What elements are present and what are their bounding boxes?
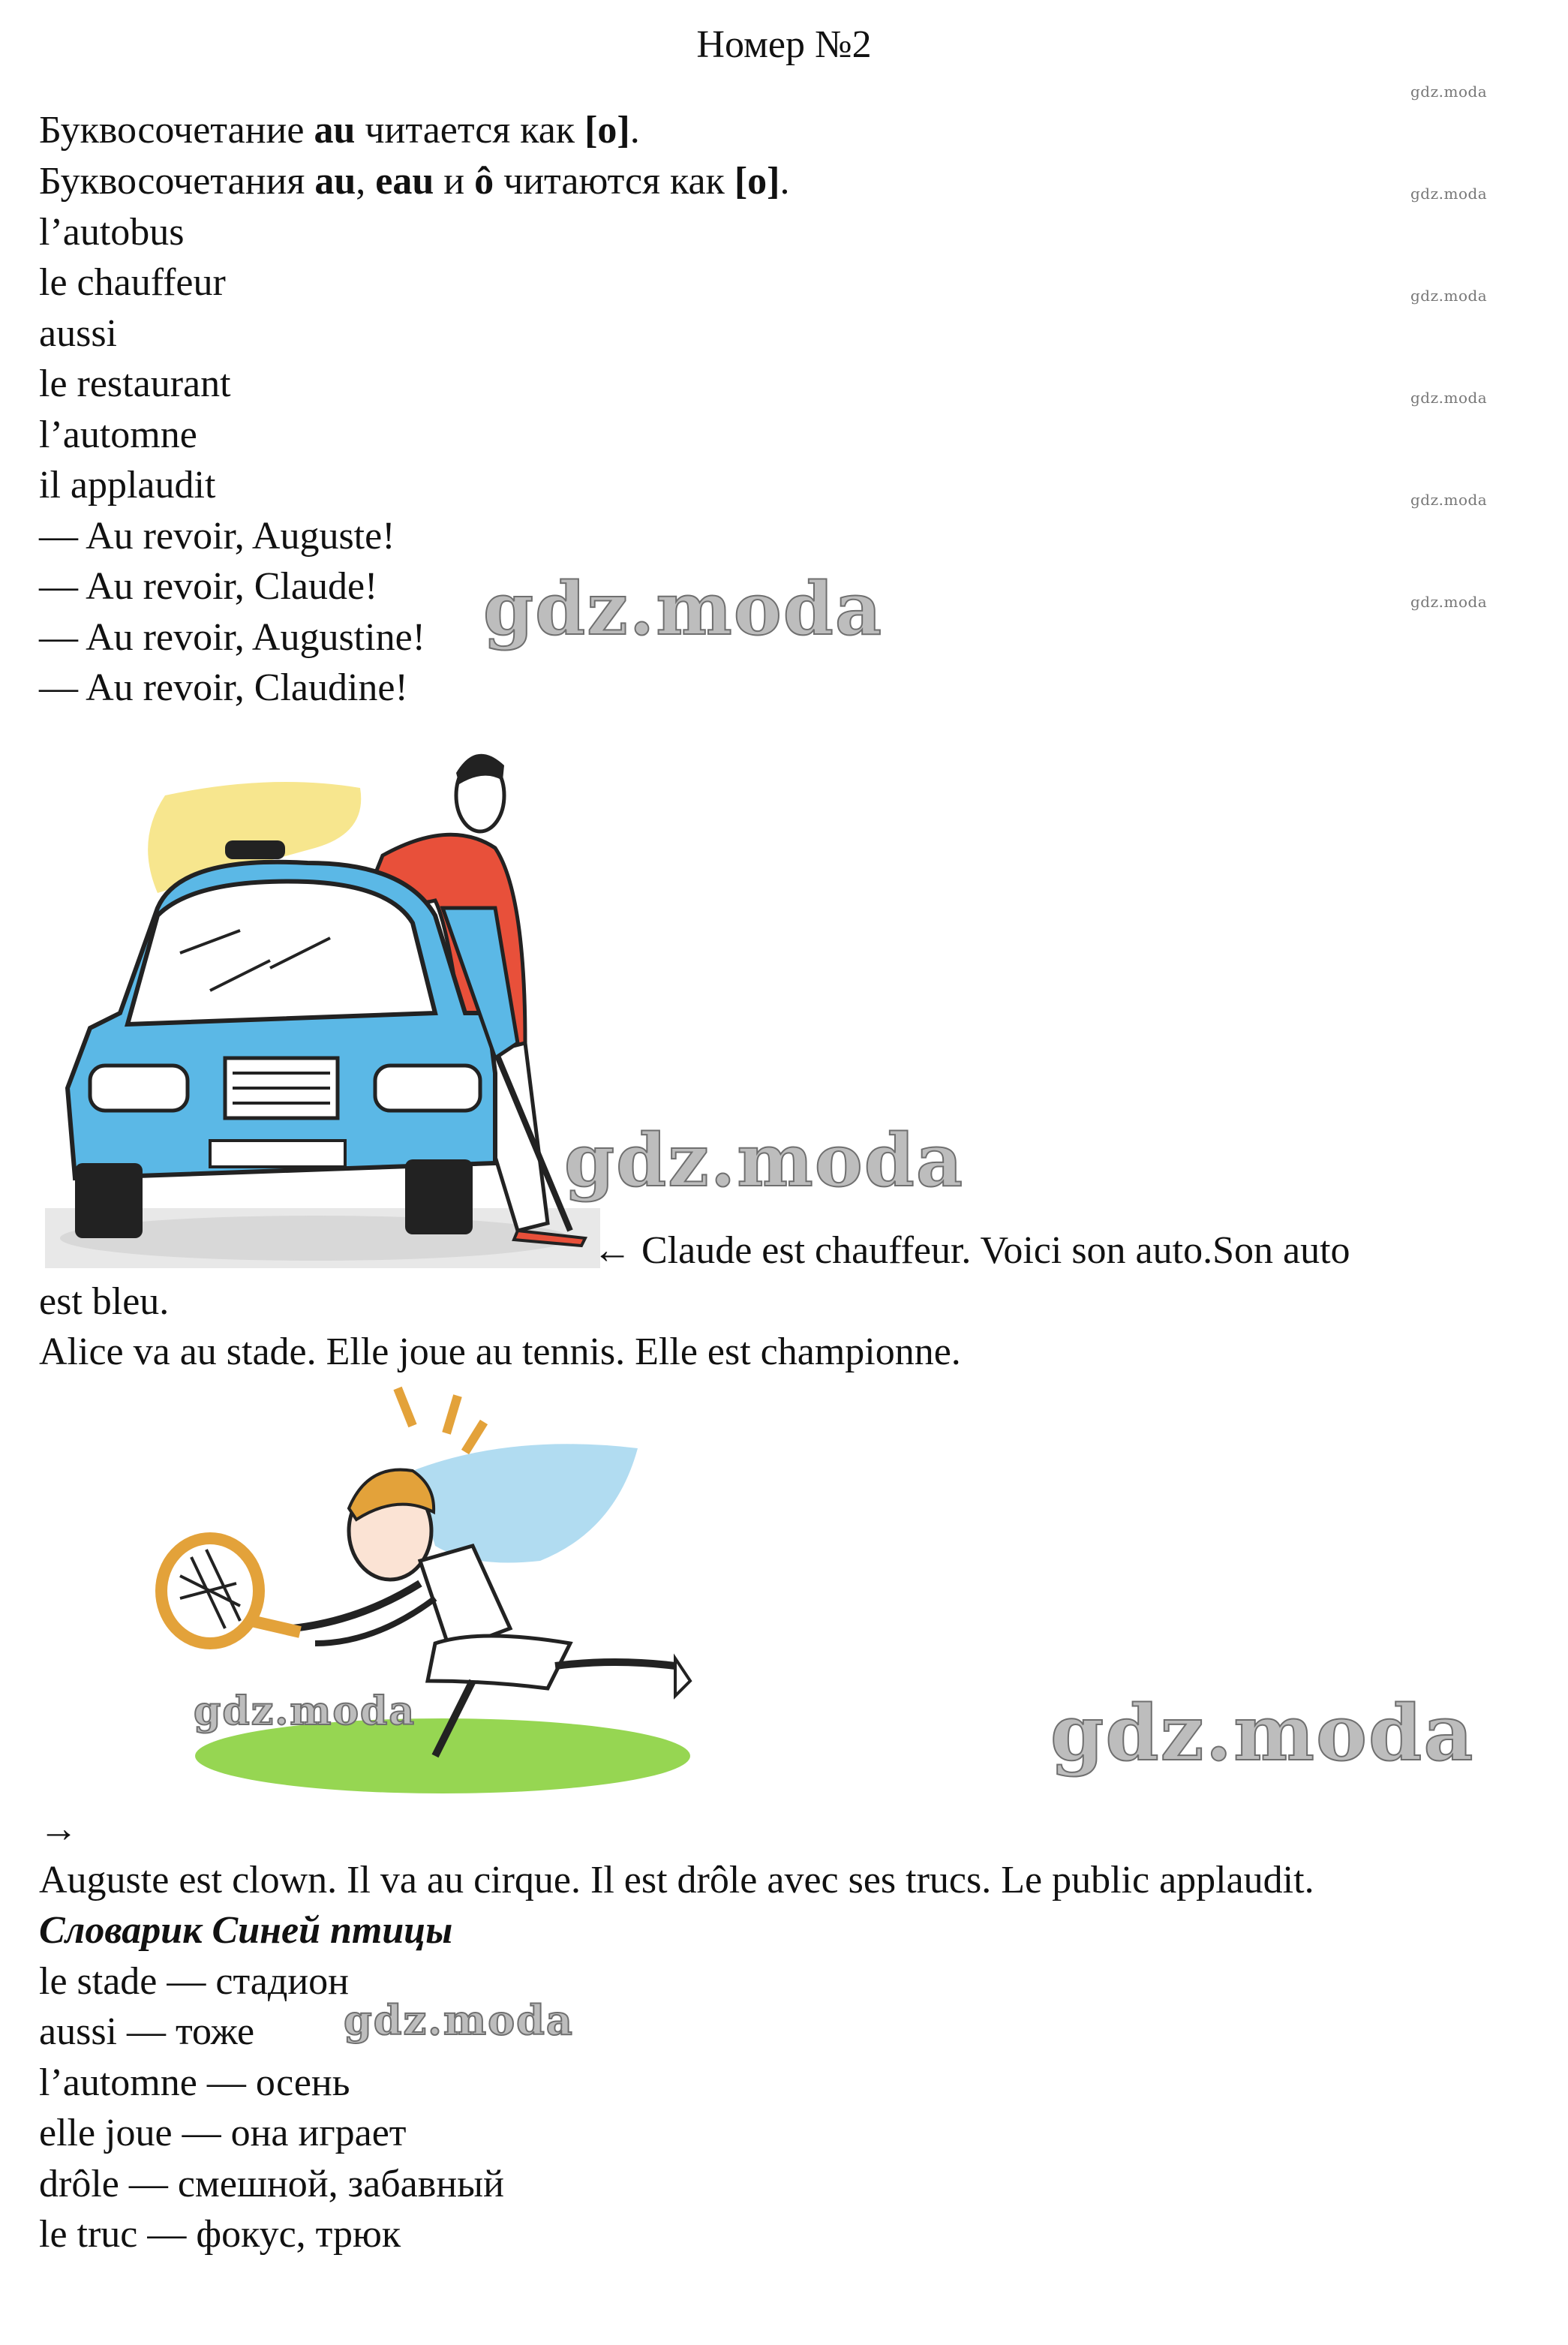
watermark-small: gdz.moda: [1410, 593, 1488, 611]
word-line: il applaudit: [39, 464, 216, 507]
rule-text: Буквосочетания: [39, 160, 315, 203]
rule-bold: [o]: [734, 160, 780, 203]
vocab-item: l’automne — осень: [39, 2061, 350, 2104]
watermark-small: gdz.moda: [1410, 83, 1488, 101]
vocab-item: aussi — тоже: [39, 2010, 255, 2053]
alice-line: Alice va au stade. Elle joue au tennis. Elle est championne.: [39, 1330, 961, 1373]
rule-text: Буквосочетание: [39, 109, 314, 152]
watermark-large: gdz.moda: [1050, 1688, 1475, 1778]
rule-bold: au: [314, 109, 356, 152]
rule-bold: [o]: [584, 109, 630, 152]
rule-text: читается как: [355, 109, 585, 152]
rule-line-1: [39, 107, 640, 155]
watermark-medium: gdz.moda: [344, 1996, 574, 2044]
vocab-item: le truc — фокус, трюк: [39, 2213, 401, 2256]
rule-bold: au: [314, 160, 356, 203]
car-caption: ← Claude est chauffeur. Voici son auto.Son auto: [593, 1229, 1350, 1272]
rule-bold: ô: [474, 160, 494, 203]
word-line: le restaurant: [39, 362, 231, 405]
rule-line-2: [39, 158, 789, 206]
vocab-item: le stade — стадион: [39, 1960, 350, 2003]
watermark-small: gdz.moda: [1410, 491, 1488, 509]
rule-bold: eau: [375, 160, 434, 203]
dialogue-line: — Au revoir, Auguste!: [39, 515, 395, 558]
watermark-small: gdz.moda: [1410, 287, 1488, 305]
watermark-small: gdz.moda: [1410, 389, 1488, 407]
vocab-item: drôle — смешной, забавный: [39, 2163, 504, 2205]
car-illustration: [45, 743, 600, 1268]
auguste-line: Auguste est clown. Il va au cirque. Il est drôle avec ses trucs. Le public applaudit.: [39, 1859, 1314, 1902]
word-line: l’autobus: [39, 211, 185, 254]
rule-text: .: [779, 160, 790, 203]
rule-text: ,: [356, 160, 376, 203]
watermark-large: gdz.moda: [483, 567, 884, 651]
rule-text: читаются как: [494, 160, 734, 203]
word-line: le chauffeur: [39, 261, 226, 304]
vocab-heading: Словарик Синей птицы: [39, 1909, 453, 1952]
page-title: Номер №2: [696, 23, 872, 66]
dialogue-line: — Au revoir, Claudine!: [39, 666, 408, 709]
rule-text: и: [434, 160, 475, 203]
car-caption-continued: est bleu.: [39, 1280, 170, 1323]
dialogue-line: — Au revoir, Augustine!: [39, 616, 425, 659]
word-line: l’automne: [39, 413, 197, 456]
arrow-line: →: [39, 1808, 78, 1850]
tennis-girl-illustration: [150, 1381, 720, 1801]
rule-text: .: [629, 109, 640, 152]
watermark-large: gdz.moda: [564, 1118, 965, 1203]
dialogue-line: — Au revoir, Claude!: [39, 565, 378, 608]
watermark-medium: gdz.moda: [194, 1688, 416, 1734]
vocab-item: elle joue — она играет: [39, 2112, 407, 2154]
watermark-small: gdz.moda: [1410, 185, 1488, 203]
word-line: aussi: [39, 312, 117, 355]
